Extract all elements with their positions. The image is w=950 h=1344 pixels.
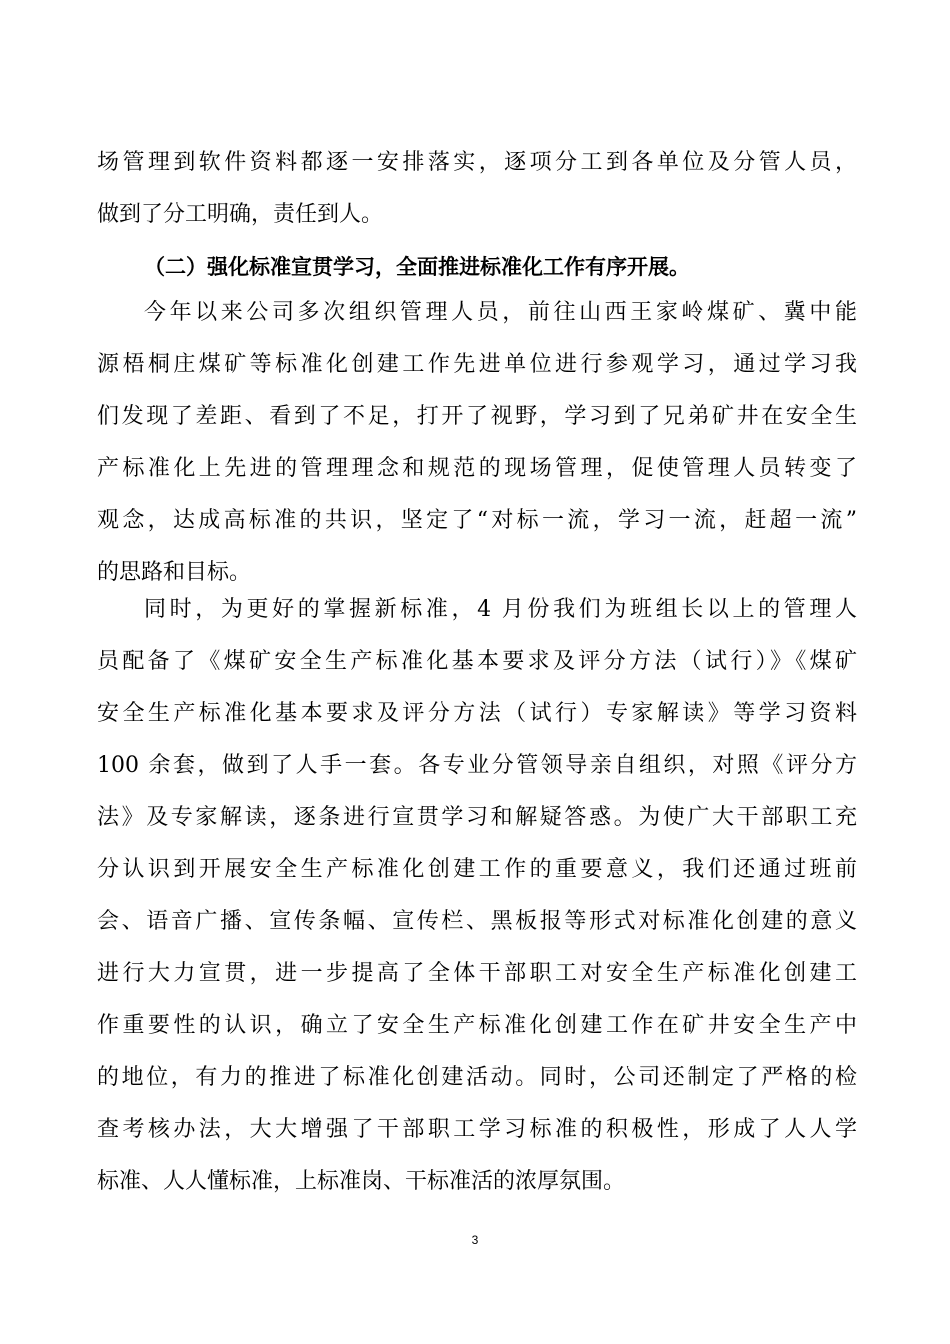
text-line: 安全生产标准化基本要求及评分方法（试行）专家解读》等学习资料 (97, 701, 857, 726)
text-line: 今年以来公司多次组织管理人员，前往山西王家岭煤矿、冀中能 (144, 300, 857, 325)
text-line: 源梧桐庄煤矿等标准化创建工作先进单位进行参观学习，通过学习我 (97, 352, 857, 377)
paragraph-1 (97, 287, 857, 599)
text-line: 员配备了《煤矿安全生产标准化基本要求及评分方法（试行）》《煤矿 (97, 649, 857, 674)
text-line: 的地位，有力的推进了标准化创建活动。同时，公司还制定了严格的检 (97, 1065, 857, 1090)
text-line: 做到了分工明确，责任到人。 (97, 202, 384, 227)
text-line: 法》及专家解读，逐条进行宣贯学习和解疑答惑。为使广大干部职工充 (97, 805, 857, 830)
text-line: 会、语音广播、宣传条幅、宣传栏、黑板报等形式对标准化创建的意义 (97, 909, 857, 934)
text-line: 查考核办法，大大增强了干部职工学习标准的积极性，形成了人人学 (97, 1117, 857, 1142)
text-line: 100 余套，做到了人手一套。各专业分管领导亲自组织，对照《评分方 (97, 753, 857, 778)
page-number: 3 (471, 1233, 479, 1247)
text-line: 场管理到软件资料都逐一安排落实，逐项分工到各单位及分管人员， (97, 150, 857, 175)
section-heading-block (97, 241, 857, 293)
text-line: 观念，达成高标准的共识，坚定了“对标一流，学习一流，赶超一流” (97, 508, 857, 533)
section-heading: （二）强化标准宣贯学习，全面推进标准化工作有序开展。 (144, 255, 690, 279)
text-line: 标准、人人懂标准，上标准岗、干标准活的浓厚氛围。 (97, 1169, 626, 1194)
text-line: 作重要性的认识，确立了安全生产标准化创建工作在矿井安全生产中 (97, 1013, 857, 1038)
paragraph-continuation (97, 137, 857, 241)
text-line: 同时，为更好的掌握新标准，4 月份我们为班组长以上的管理人 (144, 597, 857, 622)
text-line: 分认识到开展安全生产标准化创建工作的重要意义，我们还通过班前 (97, 857, 857, 882)
text-line: 的思路和目标。 (97, 560, 252, 585)
text-line: 们发现了差距、看到了不足，打开了视野，学习到了兄弟矿井在安全生 (97, 404, 857, 429)
text-line: 产标准化上先进的管理理念和规范的现场管理，促使管理人员转变了 (97, 456, 857, 481)
text-line: 进行大力宣贯，进一步提高了全体干部职工对安全生产标准化创建工 (97, 961, 857, 986)
paragraph-2 (97, 584, 857, 1208)
